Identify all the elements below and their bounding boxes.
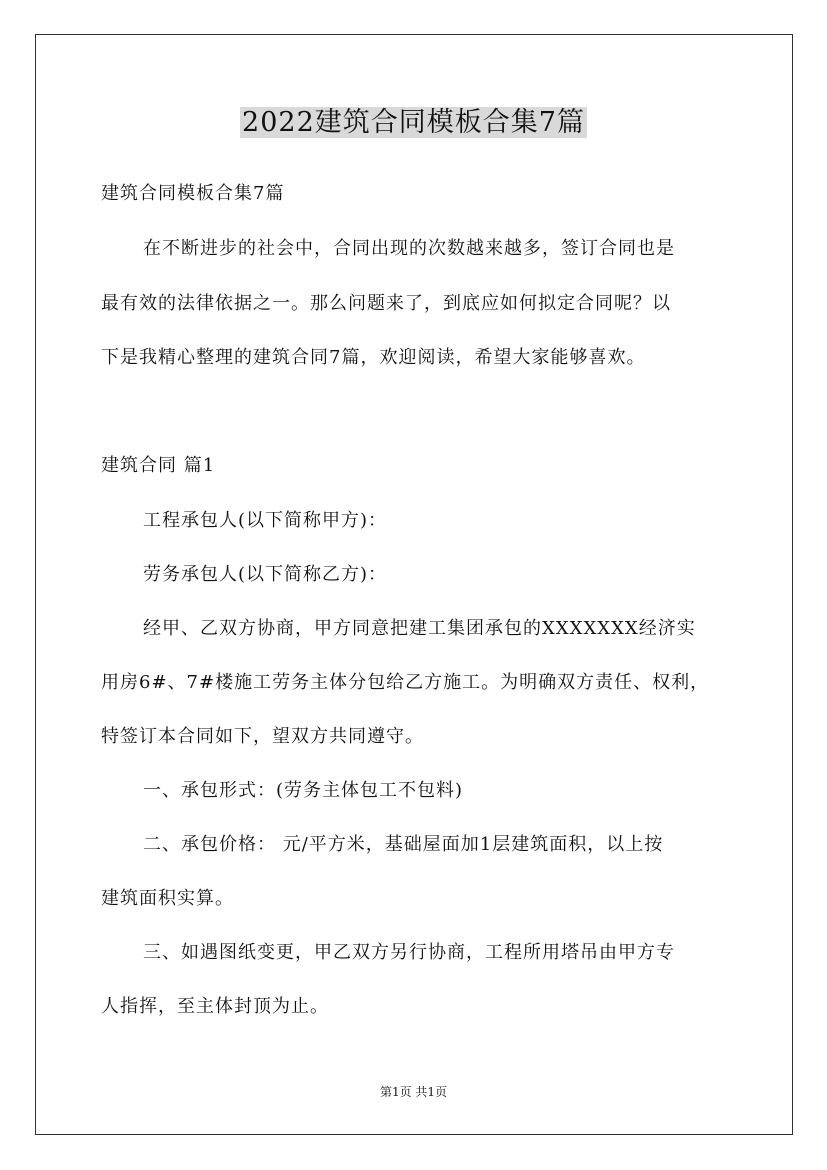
- body-line-3: 经甲、乙双方协商，甲方同意把建工集团承包的XXXXXXX经济实: [143, 618, 696, 639]
- document-subtitle: 建筑合同模板合集7篇: [101, 183, 285, 204]
- body-line-10: 人指挥，至主体封顶为止。: [101, 996, 329, 1017]
- body-line-8: 建筑面积实算。: [101, 888, 234, 909]
- body-line-7: 二、承包价格： 元/平方米，基础屋面加1层建筑面积，以上按: [143, 834, 664, 855]
- intro-line-2: 最有效的法律依据之一。那么问题来了，到底应如何拟定合同呢？以: [101, 293, 671, 314]
- intro-line-3: 下是我精心整理的建筑合同7篇，欢迎阅读，希望大家能够喜欢。: [101, 347, 646, 368]
- body-line-2: 劳务承包人(以下简称乙方)：: [143, 564, 388, 585]
- body-line-6: 一、承包形式：(劳务主体包工不包料): [143, 780, 464, 801]
- body-line-1: 工程承包人(以下简称甲方)：: [143, 510, 388, 531]
- body-line-4: 用房6#、7#楼施工劳务主体分包给乙方施工。为明确双方责任、权利，: [101, 672, 710, 693]
- body-line-5: 特签订本合同如下，望双方共同遵守。: [101, 726, 424, 747]
- section-heading: 建筑合同 篇1: [101, 455, 216, 476]
- intro-line-1: 在不断进步的社会中，合同出现的次数越来越多，签订合同也是: [143, 238, 675, 259]
- document-title: [0, 104, 827, 142]
- page-footer: 第1页 共1页: [379, 1085, 448, 1099]
- body-line-9: 三、如遇图纸变更，甲乙双方另行协商，工程所用塔吊由甲方专: [143, 942, 675, 963]
- document-title-text: 2022建筑合同模板合集7篇: [242, 107, 585, 138]
